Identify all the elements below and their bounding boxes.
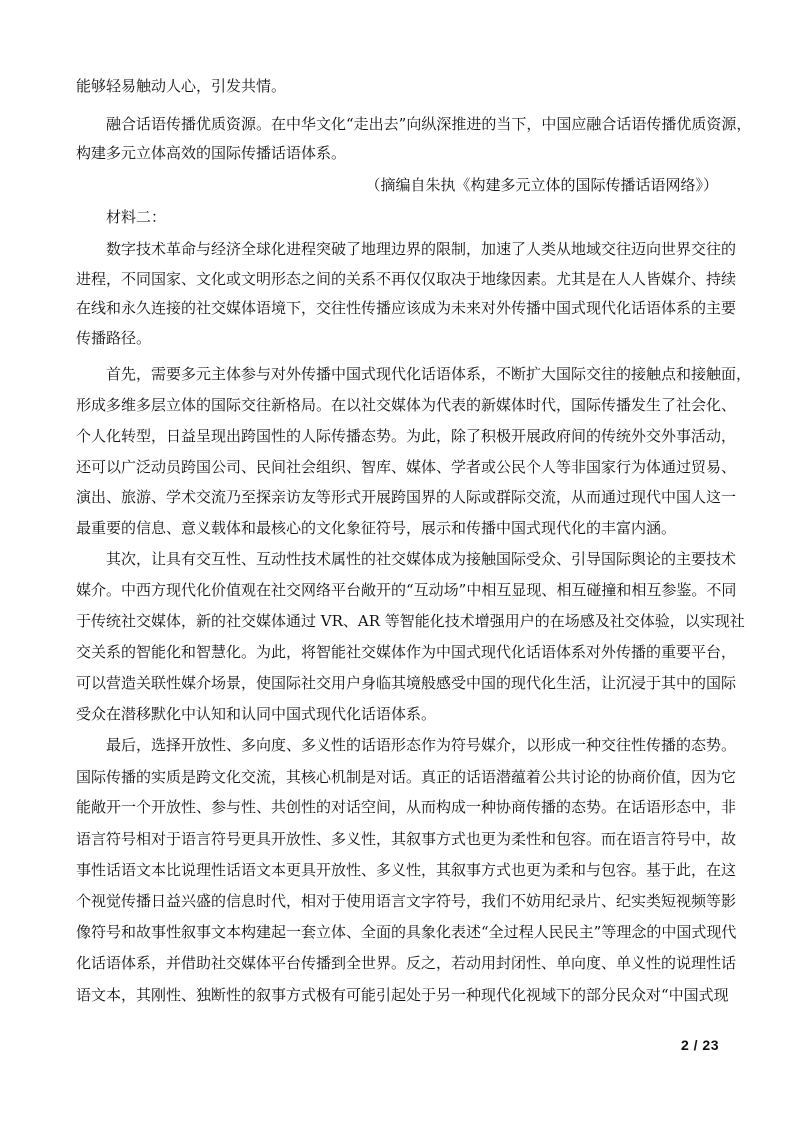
text-line: 传播路径。 <box>76 329 152 347</box>
text-line: 最重要的信息、意义载体和最核心的文化象征符号，展示和传播中国式现代化的丰富内涵。 <box>76 519 677 537</box>
text-line: 事性话语文本比说理性话语文本更具开放性、多义性，其叙事方式也更为柔和与包容。基于此，在这 <box>76 861 737 879</box>
text-line: 形成多维多层立体的国际交往新格局。在以社交媒体为代表的新媒体时代，国际传播发生了社会化、 <box>76 396 737 414</box>
text-line: 构建多元立体高效的国际传播话语体系。 <box>76 144 347 162</box>
text-line: 首先，需要多元主体参与对外传播中国式现代化话语体系，不断扩大国际交往的接触点和接触面， <box>76 365 752 383</box>
text-line: 能敞开一个开放性、参与性、共创性的对话空间，从而构成一种协商传播的态势。在话语形态中，非 <box>76 798 737 816</box>
text-line: 个视觉传播日益兴盛的信息时代，相对于使用语言文字符号，我们不妨用纪录片、纪实类短视频等影 <box>76 892 737 910</box>
text-line: 语言符号相对于语言符号更具开放性、多义性，其叙事方式也更为柔性和包容。而在语言符号中，故 <box>76 830 737 848</box>
text-line: 在线和永久连接的社交媒体语境下，交往性传播应该成为未来对外传播中国式现代化话语体系的主要 <box>76 299 737 317</box>
text-line: 化话语体系，并借助社交媒体平台传播到全世界。反之，若动用封闭性、单向度、单义性的说理性话 <box>76 954 737 972</box>
text-line: 媒介。中西方现代化价值观在社交网络平台敞开的“互动场”中相互显现、相互碰撞和相互参鉴。不同 <box>76 581 737 599</box>
text-line: 其次，让具有交互性、互动性技术属性的社交媒体成为接触国际受众、引导国际舆论的主要技术 <box>76 550 737 568</box>
citation: （摘编自朱执《构建多元立体的国际传播话语网络》） <box>365 176 718 194</box>
page-number: 2 / 23 <box>680 1037 719 1053</box>
text-line: 语文本，其刚性、独断性的叙事方式极有可能引起处于另一种现代化视域下的部分民众对“中国式现 <box>76 986 729 1004</box>
text-line: 融合话语传播优质资源。在中华文化“走出去”向纵深推进的当下，中国应融合话语传播优质资源， <box>76 115 752 133</box>
text-line: 数字技术革命与经济全球化进程突破了地理边界的限制，加速了人类从地域交往迈向世界交往的 <box>76 240 737 258</box>
text-line: 国际传播的实质是跨文化交流，其核心机制是对话。真正的话语潜蕴着公共讨论的协商价值，因为它 <box>76 768 737 786</box>
text-line: 交关系的智能化和智慧化。为此，将智能社交媒体作为中国式现代化话语体系对外传播的重要平台， <box>76 643 737 661</box>
text-line: 像符号和故事性叙事文本构建起一套立体、全面的具象化表述“全过程人民民主”等理念的中国式现代 <box>76 923 737 941</box>
text-line: 可以营造关联性媒介场景，使国际社交用户身临其境般感受中国的现代化生活，让沉浸于其中的国际 <box>76 674 737 692</box>
text-line: 演出、旅游、学术交流乃至探亲访友等形式开展跨国界的人际或群际交流，从而通过现代中国人这一 <box>76 488 737 506</box>
section-heading: 材料二： <box>76 208 167 226</box>
text-line: 进程，不同国家、文化或文明形态之间的关系不再仅仅取决于地缘因素。尤其是在人人皆媒介、持续 <box>76 270 737 288</box>
text-line: 能够轻易触动人心，引发共情。 <box>76 77 287 95</box>
text-line: 最后，选择开放性、多向度、多义性的话语形态作为符号媒介，以形成一种交往性传播的态势。 <box>76 736 737 754</box>
text-line: 受众在潜移默化中认知和认同中国式现代化话语体系。 <box>76 705 437 723</box>
text-line: 个人化转型，日益呈现出跨国性的人际传播态势。为此，除了积极开展政府间的传统外交外事活动， <box>76 427 737 445</box>
text-line: 于传统社交媒体，新的社交媒体通过 VR、AR 等智能化技术增强用户的在场感及社交体验，以实现社 <box>76 612 745 630</box>
text-line: 还可以广泛动员跨国公司、民间社会组织、智库、媒体、学者或公民个人等非国家行为体通过贸易、 <box>76 458 737 476</box>
